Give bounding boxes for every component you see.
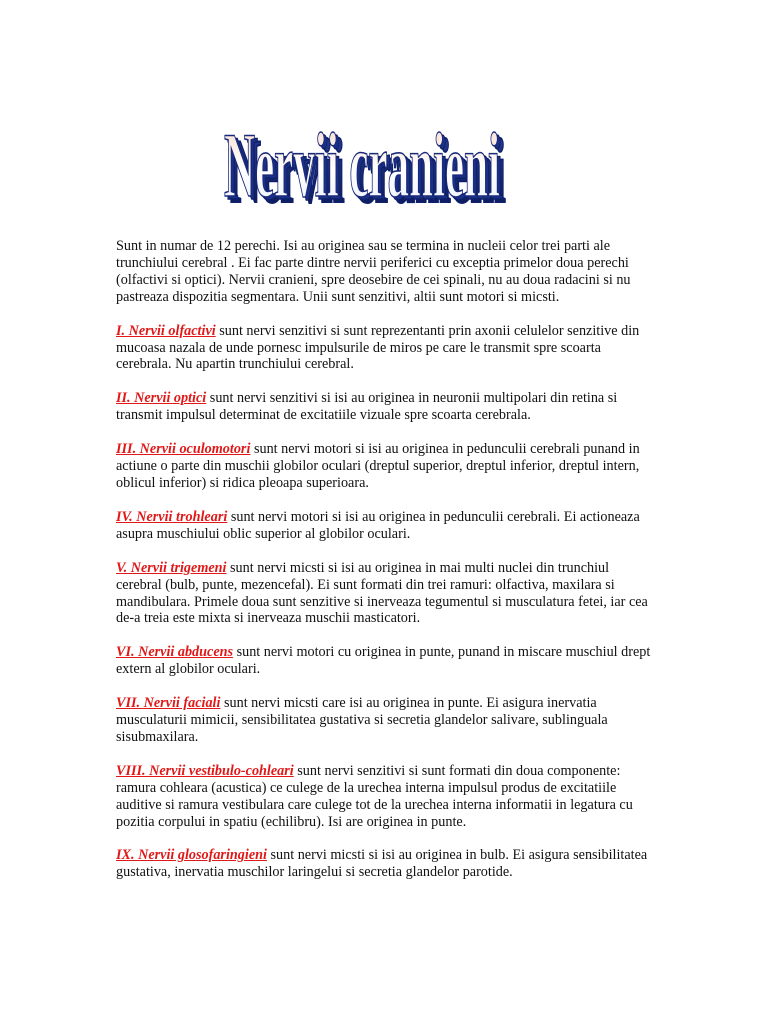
section-text: sunt nervi senzitivi si sunt reprezentanti prin axonii celulelor senzitive din mucoasa nazala de unde pornesc impulsurile de miros pe care le transmit spre scoarta cerebrala. Nu apartin trunchiului cerebral. <box>116 322 640 373</box>
section-olfactivi <box>116 323 654 374</box>
page-title-wordart <box>212 84 512 224</box>
section-trigemeni <box>116 560 654 628</box>
term-link[interactable]: I. Nervii olfactivi <box>116 322 216 339</box>
term-link[interactable]: VIII. Nervii vestibulo-cohleari <box>116 762 294 779</box>
term-link[interactable]: III. Nervii oculomotori <box>116 441 251 458</box>
section-trohleari <box>116 509 654 543</box>
section-text: sunt nervi micsti care isi au originea in punte. Ei asigura inervatia musculaturii mimicii, sensibilitatea gustativa si secretia glandelor salivare, sublinguala sisubmaxilara. <box>116 695 608 745</box>
section-glosofaringieni <box>116 847 654 881</box>
section-text: sunt nervi motori cu originea in punte, punand in miscare muschiul drept extern al globilor oculari. <box>116 644 651 678</box>
term-link[interactable]: II. Nervii optici <box>116 390 207 407</box>
section-text: sunt nervi senzitivi si sunt formati din doua componente: ramura cohleara (acustica) ce culege de la urechea interna impulsul produs de excitatiile auditive si ramura vestibulara care culege tot de la urechea interna informatii in legatura cu pozitia corpului in spatiu (echilibru). Isi are originea in punte. <box>116 762 633 830</box>
term-link[interactable]: VII. Nervii faciali <box>116 695 221 712</box>
term-link[interactable]: V. Nervii trigemeni <box>116 559 227 576</box>
term-link[interactable]: IX. Nervii glosofaringieni <box>116 847 267 864</box>
section-text: sunt nervi micsti si isi au originea in bulb. Ei asigura sensibilitatea gustativa, inervatia muschilor laringelui si secretia glandelor parotide. <box>116 847 648 881</box>
section-optici <box>116 390 654 424</box>
title-extrude-text: Nervii cranieni <box>227 117 503 219</box>
section-oculomotori <box>116 441 654 492</box>
section-abducens <box>116 644 654 678</box>
title-graphic <box>212 84 512 224</box>
section-vestibulo-cohleari <box>116 763 654 831</box>
document-body <box>116 238 654 898</box>
section-text: sunt nervi motori si isi au originea in pedunculii cerebrali. Ei actioneaza asupra muschiului oblic superior al globilor oculari. <box>116 508 640 542</box>
title-face-text: Nervii cranieni <box>224 114 500 216</box>
section-text: sunt nervi motori si isi au originea in pedunculii cerebrali punand in actiune o parte din muschii globilor oculari (dreptul superior, dreptul inferior, dreptul intern, oblicul inferior) si ridica pleoapa superioara. <box>116 441 640 491</box>
intro-paragraph: Sunt in numar de 12 perechi. Isi au originea sau se termina in nucleii celor trei parti ale trunchiului cerebral . Ei fac parte dintre nervii periferici cu exceptia primelor doua perechi (olfactivi si optici). Nervii cranieni, spre deosebire de cei spinali, nu au doua radacini si nu pastreaza dispozitia segmentara. Unii sunt senzitivi, altii sunt motori si micsti. <box>116 238 631 305</box>
term-link[interactable]: VI. Nervii abducens <box>116 644 234 661</box>
term-link[interactable]: IV. Nervii trohleari <box>116 508 228 525</box>
section-text: sunt nervi senzitivi si isi au originea in neuronii multipolari din retina si transmit impulsul determinat de excitatiile vizuale spre scoarta cerebrala. <box>116 390 618 424</box>
title-shadow-text: Nervii cranieni <box>230 120 506 222</box>
section-faciali <box>116 695 654 746</box>
section-text: sunt nervi micsti si isi au originea in mai multi nuclei din trunchiul cerebral (bulb, punte, mezencefal). Ei sunt formati din trei ramuri: olfactiva, maxilara si mandibulara. Primele doua sunt senzitive si inerveaza tegumentul si musculatura fetei, iar cea de-a treia este mixta si inerveaza muschii masticatori. <box>116 559 648 627</box>
